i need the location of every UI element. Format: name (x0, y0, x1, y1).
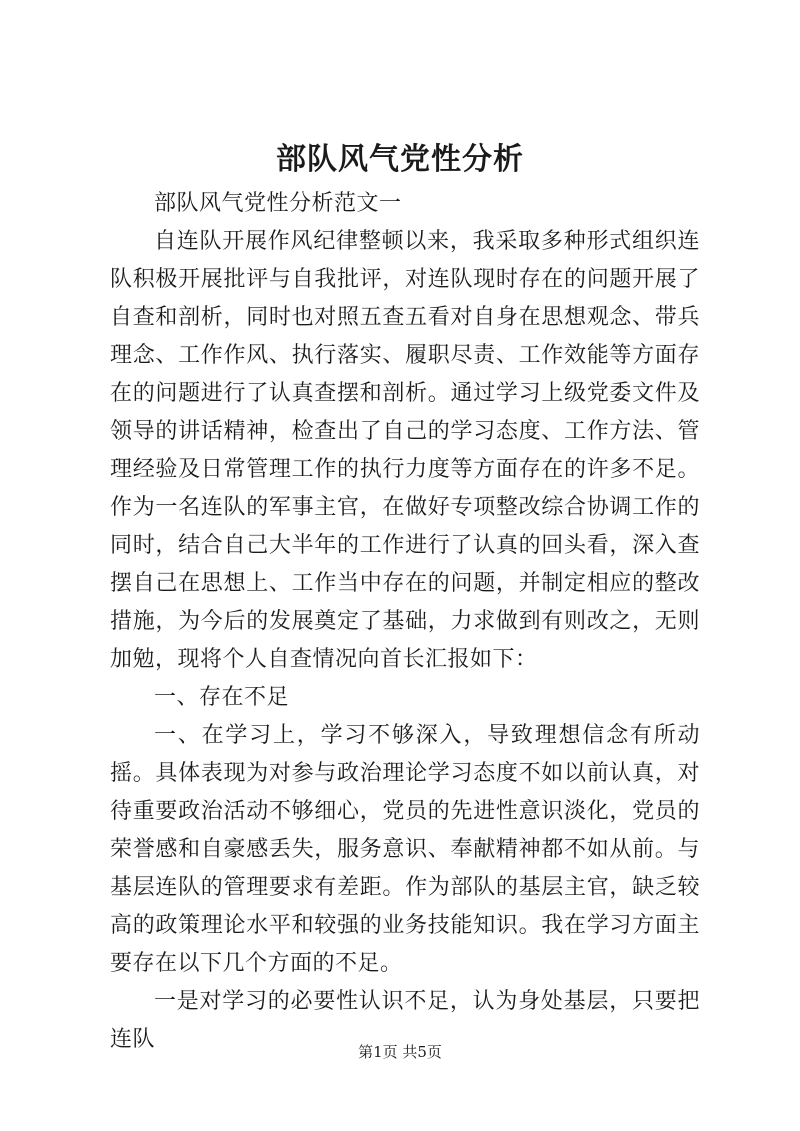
document-title: 部队风气党性分析 (276, 142, 524, 177)
paragraph-intro: 自连队开展作风纪律整顿以来，我采取多种形式组织连队积极开展批评与自我批评，对连队现时存在的问题开展了自查和剖析，同时也对照五查五看对自身在思想观念、带兵理念、工作作风、执行落实、履职尽责、工作效能等方面存在的问题进行了认真查摆和剖析。通过学习上级党委文件及领导的讲话精神，检查出了自己的学习态度、工作方法、管理经验及日常管理工作的执行力度等方面存在的许多不足。作为一名连队的军事主官，在做好专项整改综合协调工作的同时，结合自己大半年的工作进行了认真的回头看，深入查摆自己在思想上、工作当中存在的问题，并制定相应的整改措施，为今后的发展奠定了基础，力求做到有则改之，无则加勉，现将个人自查情况向首长汇报如下： (110, 229, 700, 672)
page-footer: 第1页 共5页 (358, 1043, 442, 1061)
section-heading: 一、存在不足 (154, 685, 290, 710)
paragraph-study: 一、在学习上，学习不够深入，导致理想信念有所动摇。具体表现为对参与政治理论学习态度不如以前认真，对待重要政治活动不够细心，党员的先进性意识淡化，党员的荣誉感和自豪感丢失，服务意识、奉献精神都不如从前。与基层连队的管理要求有差距。作为部队的基层主官，缺乏较高的政策理论水平和较强的业务技能知识。我在学习方面主要存在以下几个方面的不足。 (110, 723, 700, 976)
paragraph-subtitle: 部队风气党性分析范文一 (154, 191, 402, 216)
document-body (110, 185, 700, 1059)
paragraph-point-one: 一是对学习的必要性认识不足，认为身处基层，只要把连队 (110, 989, 700, 1052)
